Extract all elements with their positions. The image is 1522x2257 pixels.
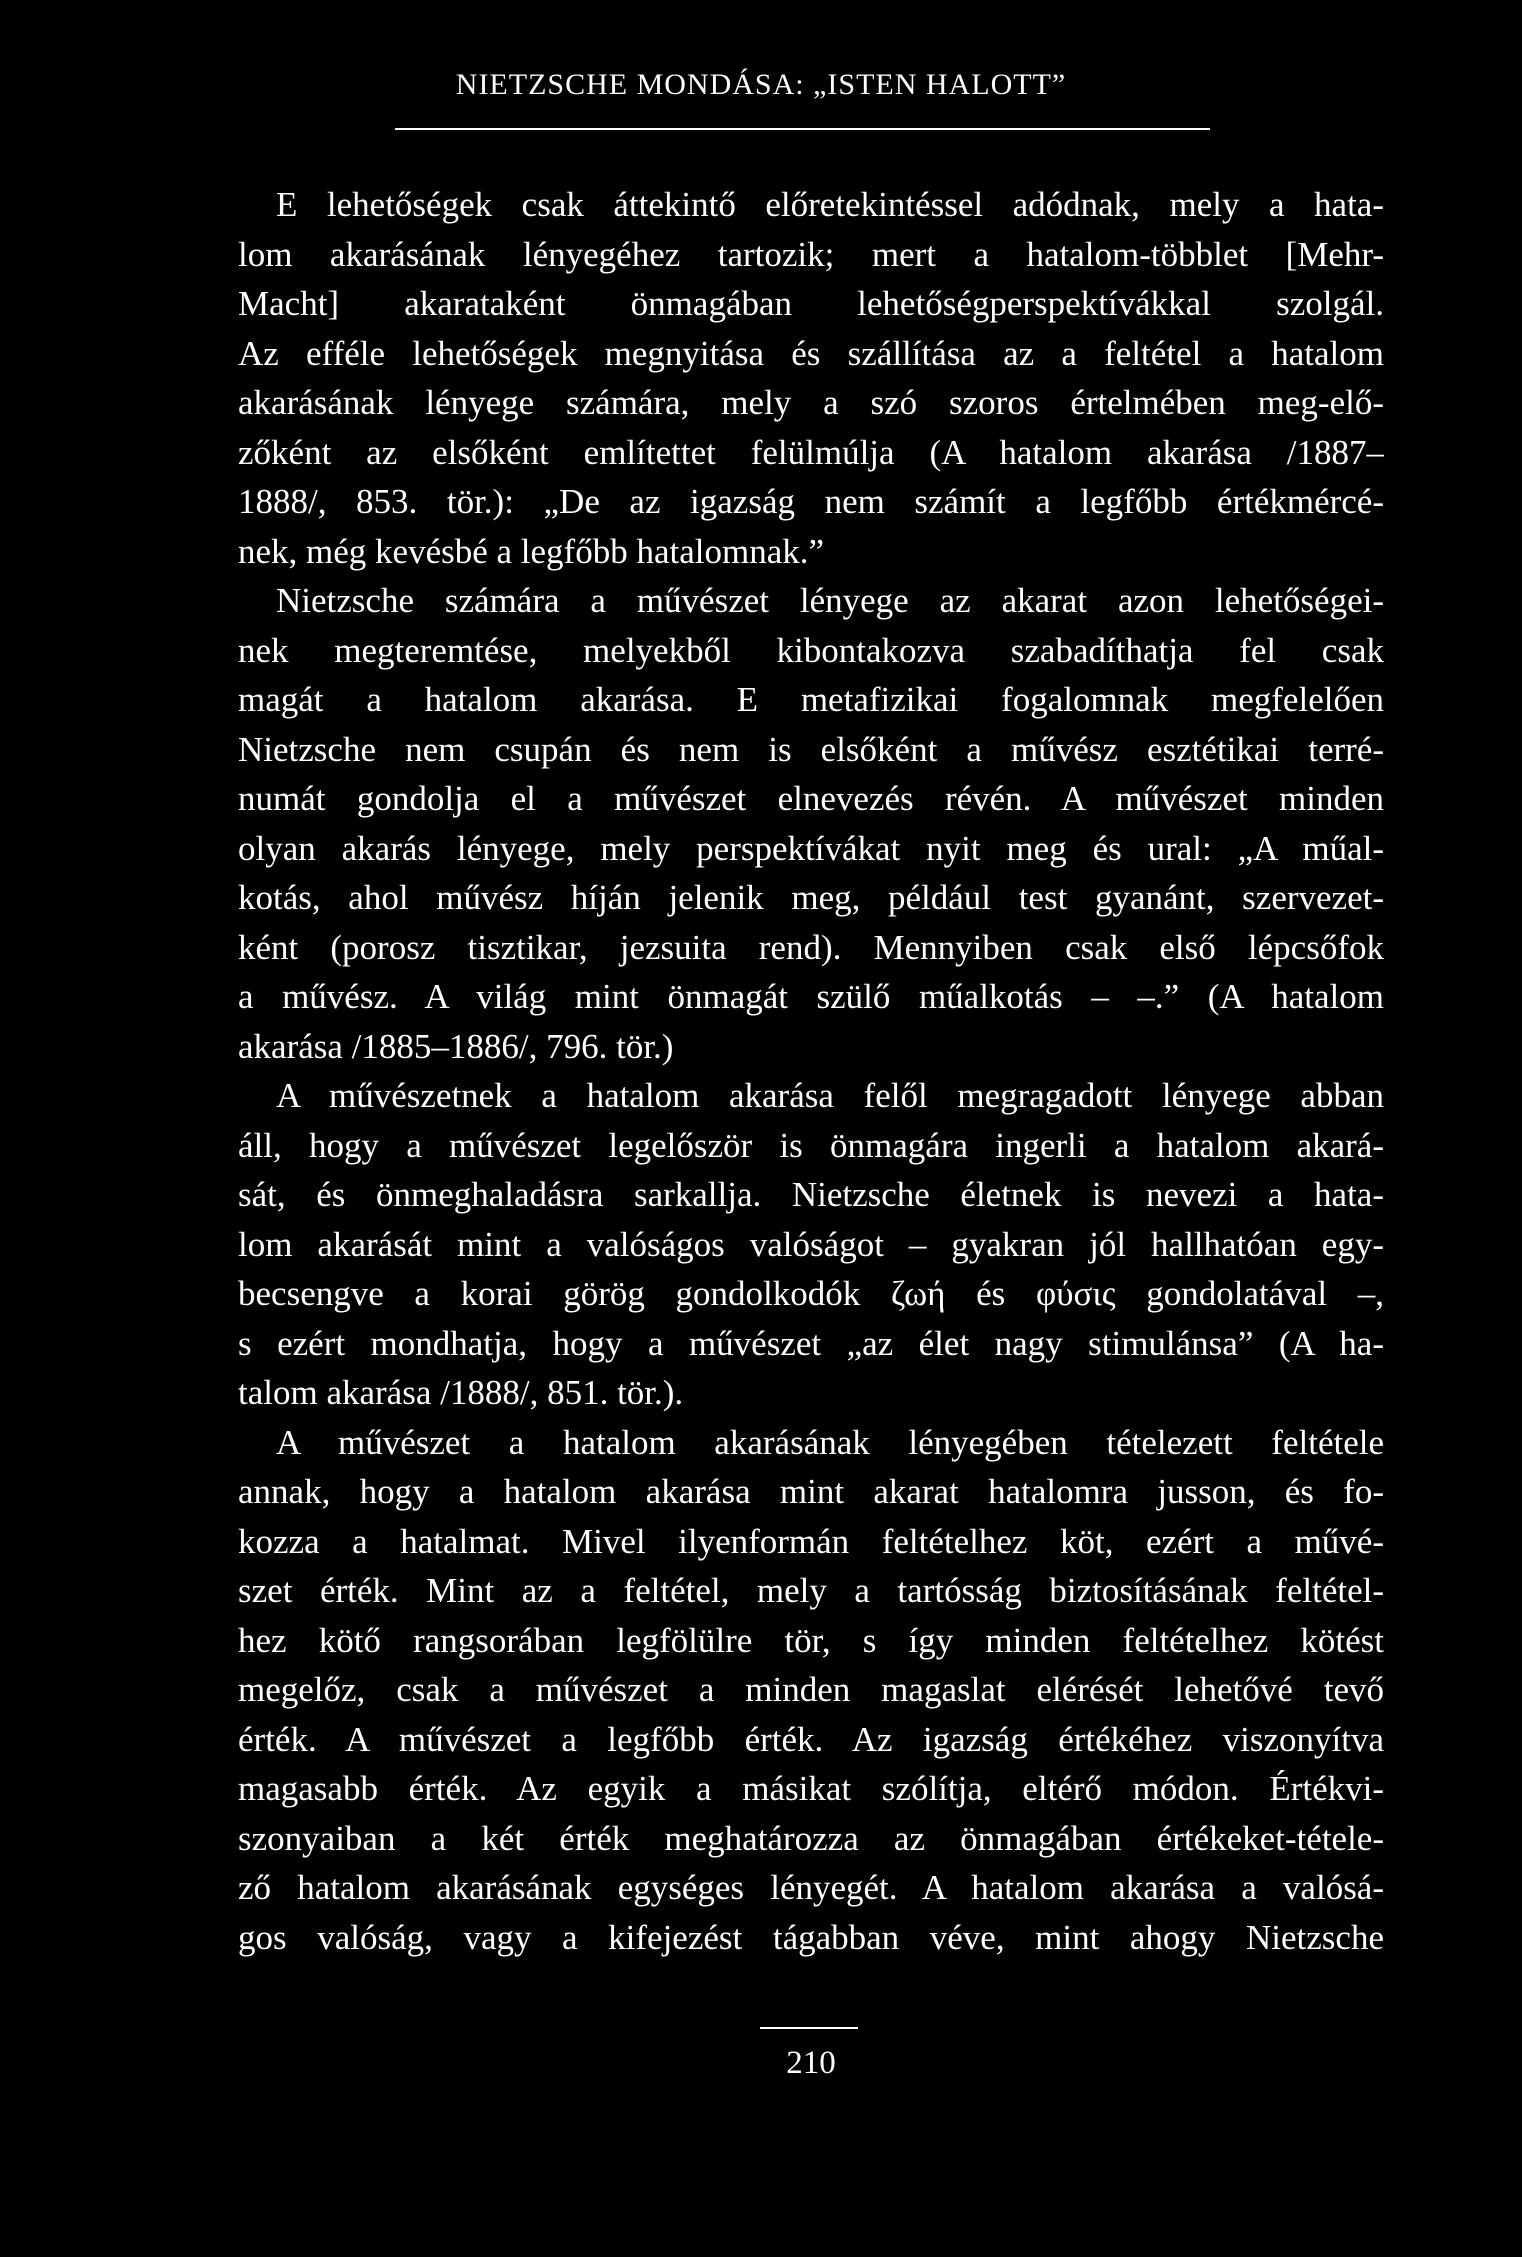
text-line: 1888/, 853. tör.): „De az igazság nem számít a legfőbb értékmércé-	[238, 482, 1384, 521]
body-text	[238, 180, 1384, 1962]
text-line: akarása /1885–1886/, 796. tör.)	[238, 1026, 674, 1066]
text-line: magasabb érték. Az egyik a másikat szólítja, eltérő módon. Értékvi-	[238, 1769, 1384, 1808]
text-line: kozza a hatalmat. Mivel ilyenformán feltételhez köt, ezért a művé-	[238, 1521, 1384, 1561]
text-line: A művészetnek a hatalom akarása felől megragadott lényege abban	[276, 1076, 1384, 1115]
text-line: ként (porosz tisztikar, jezsuita rend). Mennyiben csak első lépcsőfok	[238, 927, 1384, 967]
text-line: annak, hogy a hatalom akarása mint akarat hatalomra jusson, és fo-	[238, 1472, 1384, 1511]
text-line: olyan akarás lényege, mely perspektívákat nyit meg és ural: „A műal-	[238, 828, 1384, 868]
text-line: A művészet a hatalom akarásának lényegében tételezett feltétele	[276, 1422, 1384, 1462]
text-line: gos valóság, vagy a kifejezést tágabban véve, mint ahogy Nietzsche	[238, 1917, 1384, 1957]
text-line: lom akarását mint a valóságos valóságot – gyakran jól hallhatóan egy-	[238, 1224, 1384, 1264]
header-rule	[395, 128, 1210, 130]
text-line: Nietzsche számára a művészet lényege az akarat azon lehetőségei-	[276, 581, 1384, 620]
text-line: Macht] akarataként önmagában lehetőségperspektívákkal szolgál.	[238, 284, 1384, 323]
text-line: szet érték. Mint az a feltétel, mely a tartósság biztosításának feltétel-	[238, 1571, 1384, 1610]
text-line: E lehetőségek csak áttekintő előretekintéssel adódnak, mely a hata-	[276, 185, 1384, 224]
text-line: áll, hogy a művészet legelőször is önmagára ingerli a hatalom akará-	[238, 1125, 1384, 1165]
text-line: sát, és önmeghaladásra sarkallja. Nietzsche életnek is nevezi a hata-	[238, 1175, 1384, 1214]
text-line: kotás, ahol művész híján jelenik meg, például test gyanánt, szervezet-	[238, 878, 1384, 917]
text-line: nek megteremtése, melyekből kibontakozva szabadíthatja fel csak	[238, 630, 1384, 670]
text-line: numát gondolja el a művészet elnevezés révén. A művészet minden	[238, 779, 1384, 818]
text-line: talom akarása /1888/, 851. tör.).	[238, 1373, 684, 1412]
running-header: NIETZSCHE MONDÁSA: „ISTEN HALOTT”	[455, 68, 1067, 101]
text-line: zőként az elsőként említettet felülmúlja (A hatalom akarása /1887–	[238, 432, 1384, 472]
text-line: ző hatalom akarásának egységes lényegét. A hatalom akarása a valósá-	[238, 1868, 1384, 1907]
text-line: érték. A művészet a legfőbb érték. Az igazság értékéhez viszonyítva	[238, 1719, 1384, 1759]
text-line: Az efféle lehetőségek megnyitása és szállítása az a feltétel a hatalom	[238, 333, 1384, 373]
text-line: akarásának lényege számára, mely a szó szoros értelmében meg-elő-	[238, 383, 1384, 422]
footer-rule	[760, 2027, 858, 2029]
page-number: 210	[786, 2045, 836, 2081]
text-line: lom akarásának lényegéhez tartozik; mert a hatalom-többlet [Mehr-	[238, 234, 1384, 274]
text-line: szonyaiban a két érték meghatározza az önmagában értékeket-tétele-	[238, 1818, 1384, 1858]
text-line: s ezért mondhatja, hogy a művészet „az élet nagy stimulánsa” (A ha-	[238, 1323, 1384, 1363]
text-line: becsengve a korai görög gondolkodók ζωή és φύσις gondolatával –,	[238, 1274, 1384, 1313]
text-line: a művész. A világ mint önmagát szülő műalkotás – –.” (A hatalom	[238, 977, 1384, 1016]
text-line: megelőz, csak a művészet a minden magaslat elérését lehetővé tevő	[238, 1670, 1384, 1709]
text-line: Nietzsche nem csupán és nem is elsőként a művész esztétikai terré-	[238, 729, 1384, 769]
text-line: nek, még kevésbé a legfőbb hatalomnak.”	[238, 531, 825, 571]
text-line: magát a hatalom akarása. E metafizikai fogalomnak megfelelően	[238, 680, 1384, 719]
text-line: hez kötő rangsorában legfölülre tör, s így minden feltételhez kötést	[238, 1620, 1384, 1660]
